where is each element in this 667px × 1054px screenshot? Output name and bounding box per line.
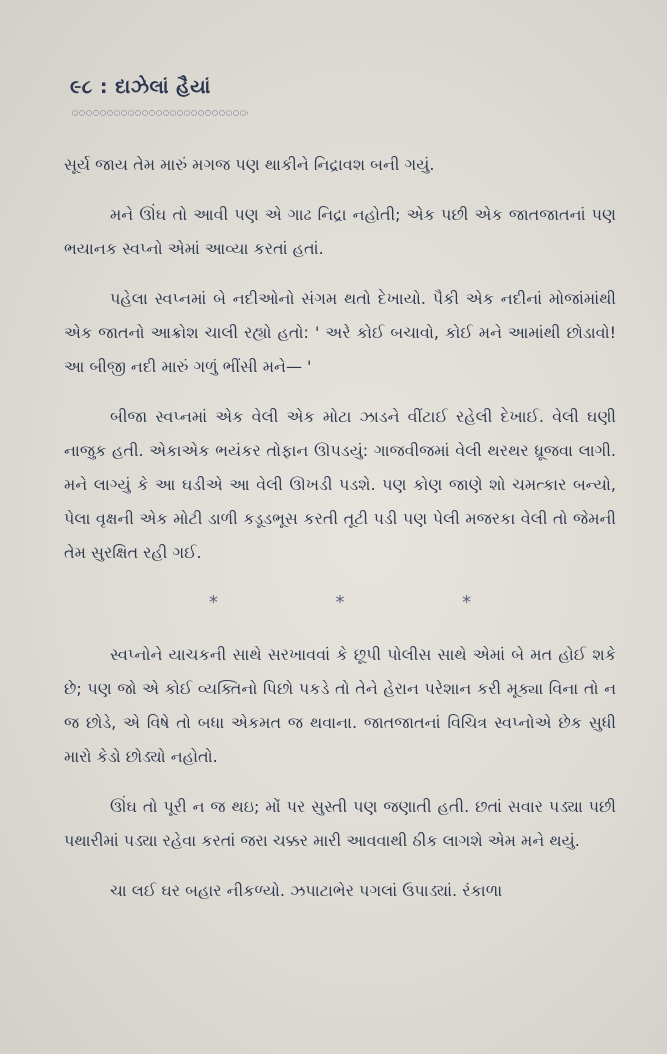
running-header: [70, 76, 211, 98]
section-break: [150, 586, 530, 620]
chapter-title: દાઝેલાં હૈયાં: [115, 76, 211, 98]
paragraph: મને ઊંઘ તો આવી પણ એ ગાઢ નિદ્રા નહોતી; એક પછી એક જાતજાતનાં પણ ભયાનક સ્વપ્નો એમાં આવ્યા કરતાં હતાં.: [64, 205, 616, 258]
separator-star: *: [462, 592, 472, 613]
body-text: [64, 148, 616, 908]
paragraph: સૂર્ય જાય તેમ મારું મગજ પણ થાકીને નિદ્રાવશ બની ગયું.: [64, 155, 435, 174]
separator-star: *: [335, 592, 345, 613]
page-number: ૯૮: [70, 76, 93, 98]
separator-star: *: [208, 592, 218, 613]
paragraph: ચા લઈ ઘર બહાર નીકળ્યો. ઝપાટાભેર પગલાં ઉપાડ્યાં. રંકાળા: [110, 881, 503, 900]
paragraph: પહેલા સ્વપ્નમાં બે નદીઓનો સંગમ થતો દેખાયો. પૈકી એક નદીનાં મોજાંમાંથી એક જાતનો આક્રોશ ચાલી રહ્યો હતો: ' અરે કોઈ બચાવો, કોઈ મને આમાંથી છોડાવો! આ બીજી નદી મારું ગળું ભીંસી મને— ': [64, 289, 616, 376]
paragraph: સ્વપ્નોને યાચકની સાથે સરખાવવાં કે છૂપી પોલીસ સાથે એમાં બે મત હોઈ શકે છે; પણ જો એ કોઈ વ્યક્તિનો પિછો પકડે તો તેને હેરાન પરેશાન કરી મૂક્યા વિના તો ન જ છોડે, એ વિષે તો બધા એકમત જ થવાના. જાતજાતનાં વિચિત્ર સ્વપ્નોએ છેક સુધી મારો કેડો છોડ્યો નહોતો.: [64, 645, 616, 766]
paragraph: ઊંઘ તો પૂરી ન જ થઇ; મોં પર સુસ્તી પણ જણાતી હતી. છતાં સવાર પડ્યા પછી પથારીમાં પડ્યા રહેવા કરતાં જરા ચક્કર મારી આવવાથી ઠીક લાગશે એમ મને થયું.: [64, 797, 616, 850]
paragraph: બીજા સ્વપ્નમાં એક વેલી એક મોટા ઝાડને વીંટાઈ રહેલી દેખાઈ. વેલી ઘણી નાજુક હતી. એકાએક ભયંકર તોફાન ઊપડયું: ગાજવીજમાં વેલી થરથર ધ્રૂજવા લાગી. મને લાગ્યું કે આ ઘડીએ આ વેલી ઊખડી પડશે. પણ કોણ જાણે શો ચમત્કાર બન્યો, પેલા વૃક્ષની એક મોટી ડાળી કડૂડભૂસ કરતી તૂટી પડી પણ પેલી મજરકા વેલી તો જેમની તેમ સુરક્ષિત રહી ગઈ.: [64, 407, 616, 562]
header-wavy-rule: [72, 110, 248, 116]
header-separator: :: [99, 76, 108, 98]
